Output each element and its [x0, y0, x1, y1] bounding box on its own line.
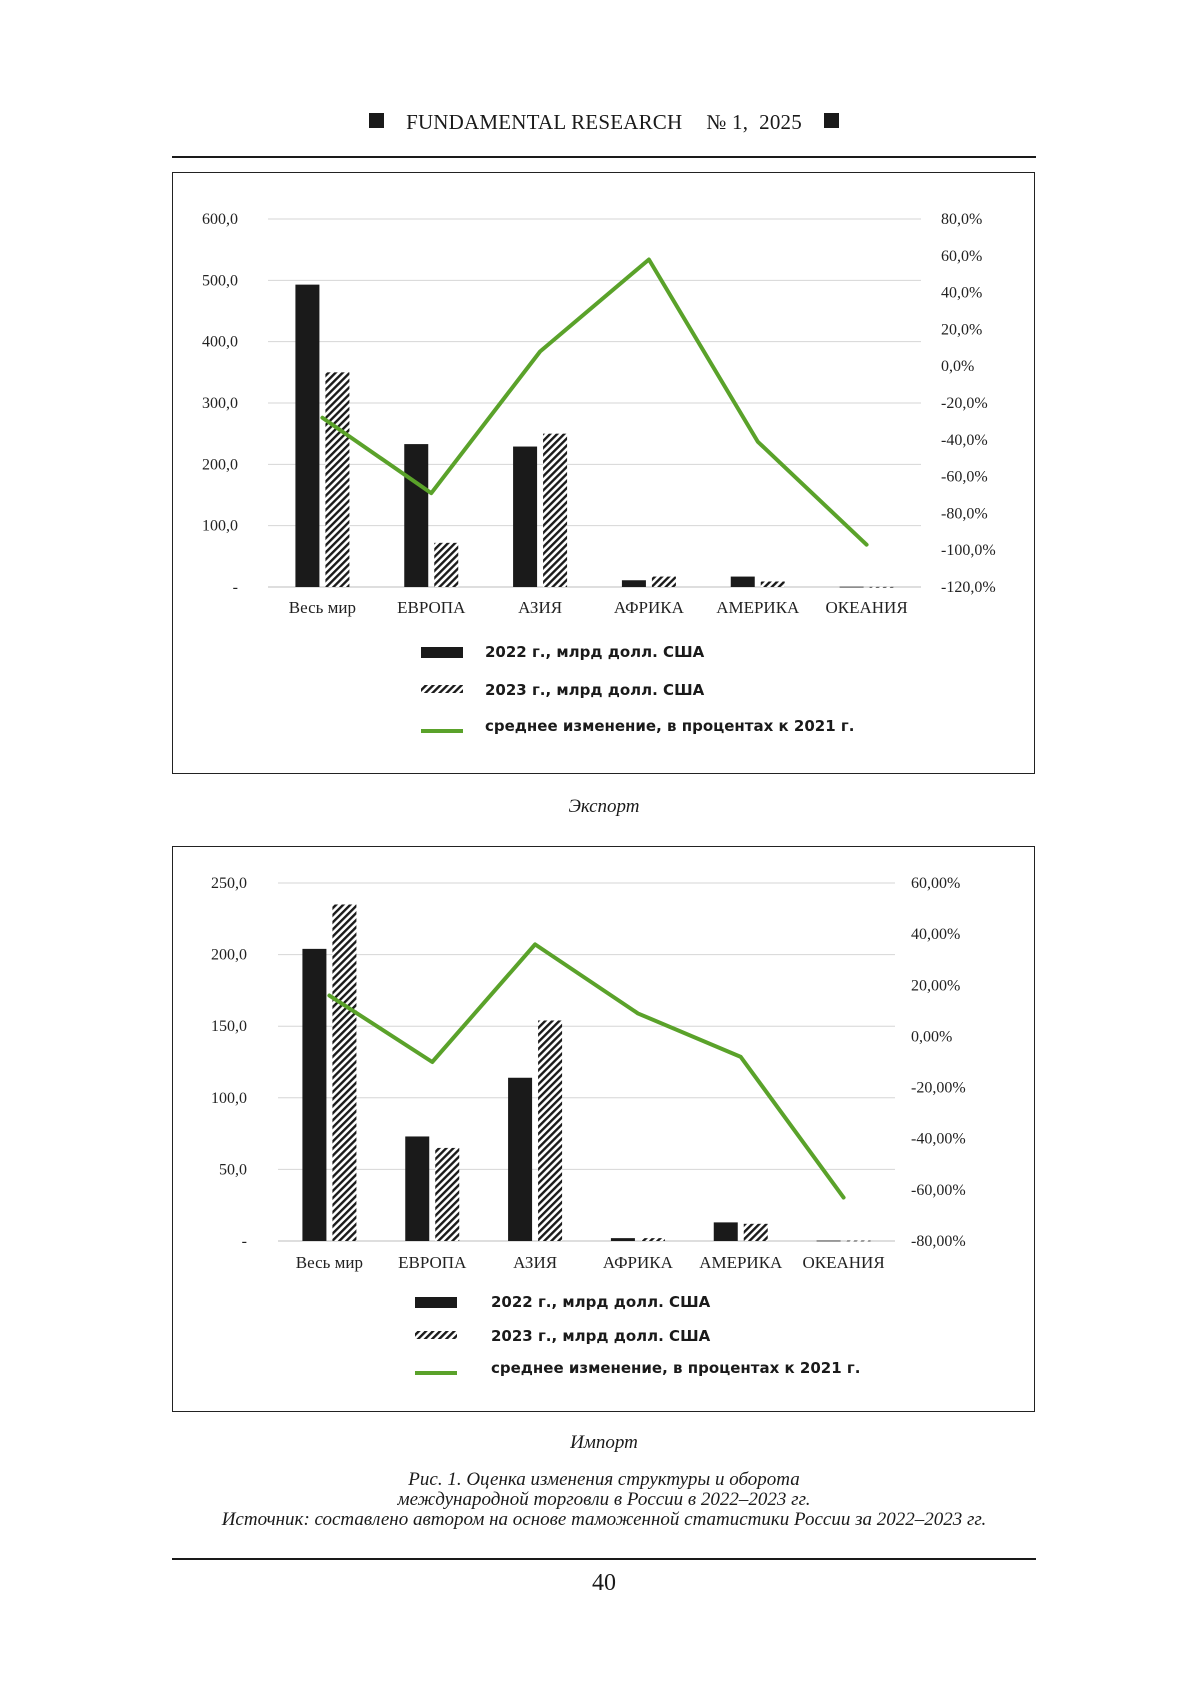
legend-hatched-swatch: [415, 1331, 457, 1339]
bar-2023: [434, 543, 458, 587]
x-category-label: ЕВРОПА: [398, 1253, 467, 1272]
bar-2022: [513, 447, 537, 587]
y-right-tick-label: 80,0%: [941, 211, 983, 228]
x-category-label: АФРИКА: [613, 598, 684, 617]
legend-label: 2022 г., млрд долл. США: [485, 643, 705, 661]
y-left-tick-label: 100,0: [202, 517, 238, 535]
x-category-label: ОКЕАНИЯ: [825, 598, 908, 617]
legend-label: среднее изменение, в процентах к 2021 г.: [491, 1359, 861, 1377]
legend-solid-swatch: [421, 647, 463, 658]
y-right-tick-label: -80,00%: [911, 1233, 966, 1250]
x-category-label: АЗИЯ: [518, 598, 563, 617]
y-right-tick-label: -60,0%: [941, 468, 988, 486]
y-right-tick-label: -80,0%: [941, 505, 988, 523]
bar-2022: [611, 1238, 635, 1241]
y-right-tick-label: 40,00%: [911, 926, 961, 944]
bar-2022: [404, 444, 428, 587]
export-chart: [173, 173, 1033, 772]
y-left-tick-label: 100,0: [211, 1089, 247, 1107]
bar-2022: [508, 1078, 532, 1241]
line-series: [322, 259, 866, 544]
y-right-tick-label: -40,0%: [941, 431, 988, 449]
running-header: [172, 110, 1036, 150]
y-left-tick-label: 200,0: [202, 456, 238, 474]
y-right-tick-label: 60,00%: [911, 875, 961, 892]
bar-2023: [847, 1241, 871, 1242]
import-chart: [173, 847, 1033, 1410]
x-category-label: Весь мир: [288, 598, 357, 617]
y-left-tick-label: 600,0: [202, 211, 238, 228]
y-right-tick-label: 40,0%: [941, 284, 983, 302]
caption-source: Источник: составлено автором на основе таможенной статистики России за 2022–2023 гг.: [221, 1509, 987, 1530]
issue-year: 2025: [759, 110, 802, 134]
footer-rule: [172, 1558, 1036, 1560]
x-category-label: Весь мир: [295, 1253, 364, 1272]
x-category-label: АФРИКА: [602, 1253, 673, 1272]
legend-label: среднее изменение, в процентах к 2021 г.: [485, 717, 855, 735]
bar-2022: [405, 1136, 429, 1241]
bar-2023: [538, 1020, 562, 1241]
bar-2022: [840, 587, 864, 588]
journal-name: FUNDAMENTAL RESEARCH: [406, 110, 683, 134]
y-right-tick-label: -20,0%: [941, 395, 988, 412]
y-left-tick-label: 50,0: [219, 1161, 247, 1179]
y-left-tick-label: 500,0: [202, 272, 238, 290]
bar-2022: [817, 1241, 841, 1242]
bar-2023: [744, 1224, 768, 1241]
y-left-tick-label: 250,0: [211, 875, 247, 892]
bar-2023: [652, 577, 676, 587]
caption-line-1: Рис. 1. Оценка изменения структуры и оборота: [408, 1469, 800, 1490]
y-right-tick-label: 20,0%: [941, 321, 983, 339]
export-chart-label: Экспорт: [568, 796, 640, 817]
y-left-tick-label: 150,0: [211, 1018, 247, 1036]
bar-2023: [332, 904, 356, 1241]
legend-label: 2023 г., млрд долл. США: [485, 681, 705, 699]
import-chart-frame: [172, 846, 1035, 1412]
caption-line-2: международной торговли в России в 2022–2023 гг.: [397, 1489, 811, 1510]
legend-label: 2022 г., млрд долл. США: [491, 1293, 711, 1311]
y-right-tick-label: -60,00%: [911, 1181, 966, 1199]
bar-2023: [325, 372, 349, 587]
issue-number: № 1,: [706, 110, 749, 134]
legend-hatched-swatch: [421, 685, 463, 693]
figure-caption: [150, 1470, 1058, 1530]
x-category-label: АМЕРИКА: [699, 1253, 783, 1272]
bar-2022: [302, 949, 326, 1241]
y-right-tick-label: 60,0%: [941, 247, 983, 265]
bar-2023: [435, 1148, 459, 1241]
x-category-label: ОКЕАНИЯ: [802, 1253, 885, 1272]
header-rule: [172, 156, 1036, 158]
page-number: 40: [592, 1570, 616, 1596]
y-right-tick-label: -20,00%: [911, 1079, 966, 1097]
x-category-label: АМЕРИКА: [716, 598, 800, 617]
header-square-left-icon: [369, 113, 384, 128]
y-left-tick-label: 300,0: [202, 395, 238, 412]
y-right-tick-label: 0,00%: [911, 1028, 953, 1046]
import-chart-label: Импорт: [570, 1432, 638, 1453]
bar-2023: [761, 581, 785, 587]
y-right-tick-label: 0,0%: [941, 358, 975, 376]
y-left-tick-label: 400,0: [202, 333, 238, 351]
y-right-tick-label: -100,0%: [941, 542, 996, 560]
y-right-tick-label: -40,00%: [911, 1130, 966, 1148]
y-left-tick-label: -: [232, 579, 238, 596]
legend-label: 2023 г., млрд долл. США: [491, 1327, 711, 1345]
x-category-label: ЕВРОПА: [397, 598, 466, 617]
y-right-tick-label: 20,00%: [911, 977, 961, 995]
export-chart-frame: [172, 172, 1035, 774]
bar-2022: [714, 1222, 738, 1241]
legend-solid-swatch: [415, 1297, 457, 1308]
y-left-tick-label: 200,0: [211, 946, 247, 964]
header-square-right-icon: [824, 113, 839, 128]
bar-2023: [870, 587, 894, 588]
bar-2023: [543, 434, 567, 587]
bar-2023: [641, 1238, 665, 1241]
x-category-label: АЗИЯ: [513, 1253, 558, 1272]
y-left-tick-label: -: [241, 1233, 247, 1250]
bar-2022: [731, 577, 755, 587]
bar-2022: [295, 285, 319, 587]
y-right-tick-label: -120,0%: [941, 579, 996, 596]
bar-2022: [622, 580, 646, 587]
